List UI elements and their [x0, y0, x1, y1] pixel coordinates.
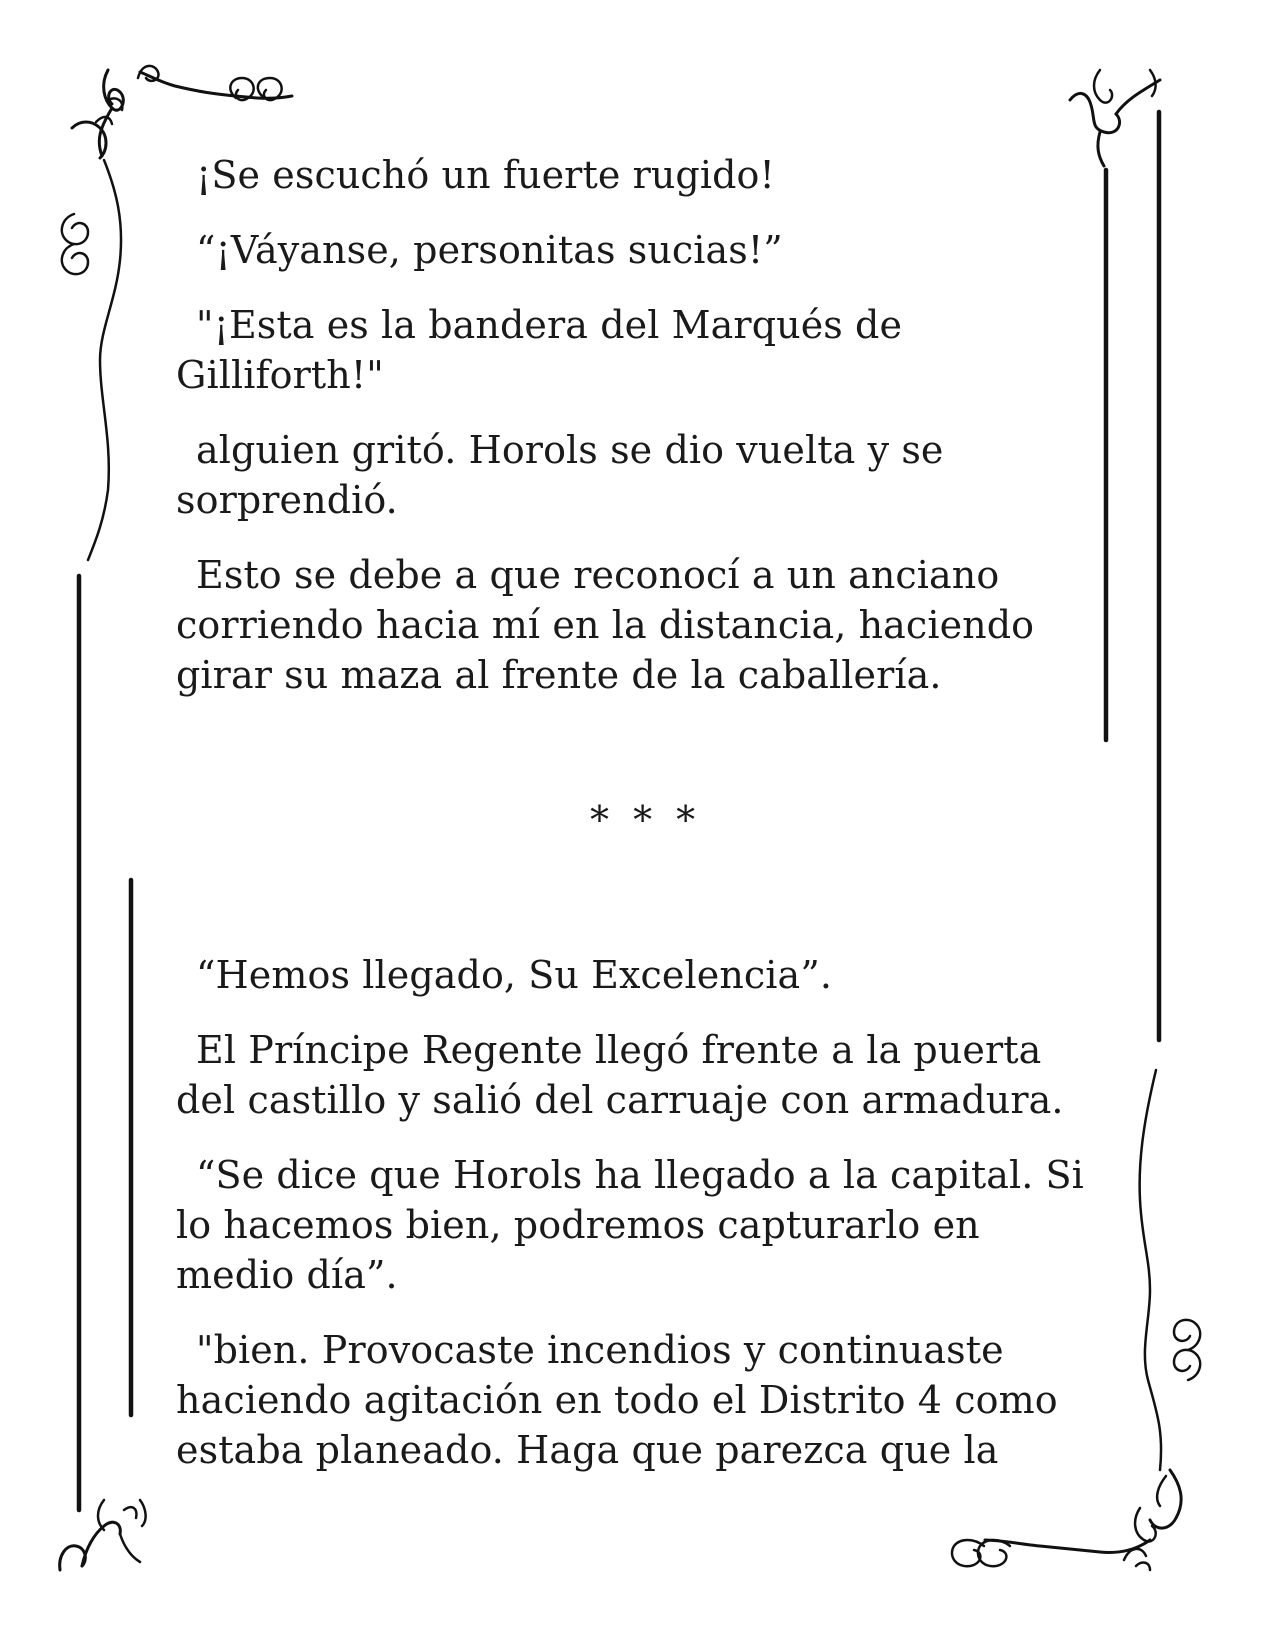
paragraph-old-man-line-2: corriendo hacia mí en la distancia, haciendo [176, 603, 1035, 647]
paragraph-someone-shouted-line-1: alguien gritó. Horols se dio vuelta y se [196, 428, 944, 472]
paragraph-roar: ¡Se escuchó un fuerte rugido! [196, 153, 775, 197]
paragraph-fires-line-2: haciendo agitación en todo el Distrito 4 como [176, 1378, 1058, 1422]
top-right-flourish-icon [1070, 70, 1160, 166]
paragraph-fires-line-1: "bien. Provocaste incendios y continuaste [196, 1328, 1004, 1372]
paragraph-horols-capital-line-2: lo hacemos bien, podremos capturarlo en [176, 1203, 980, 1247]
bottom-right-flourish-icon [952, 1070, 1200, 1570]
bottom-left-flourish-icon [60, 1500, 146, 1570]
paragraph-old-man-line-1: Esto se debe a que reconocí a un anciano [196, 553, 1000, 597]
paragraph-old-man-line-3: girar su maza al frente de la caballería. [176, 653, 942, 697]
paragraph-we-arrived: “Hemos llegado, Su Excelencia”. [196, 953, 833, 997]
paragraph-fires-line-3: estaba planeado. Haga que parezca que la [176, 1428, 999, 1472]
paragraph-flag-line-2: Gilliforth!" [176, 353, 384, 397]
paragraph-someone-shouted-line-2: sorprendió. [176, 478, 398, 522]
paragraph-go-away: “¡Váyanse, personitas sucias!” [196, 228, 783, 272]
paragraph-prince-regent-line-1: El Príncipe Regente llegó frente a la puerta [196, 1028, 1042, 1072]
scene-break: * * * [590, 798, 702, 842]
paragraph-horols-capital-line-3: medio día”. [176, 1253, 398, 1297]
paragraph-flag-line-1: "¡Esta es la bandera del Marqués de [196, 303, 903, 347]
paragraph-prince-regent-line-2: del castillo y salió del carruaje con armadura. [176, 1078, 1064, 1122]
paragraph-horols-capital-line-1: “Se dice que Horols ha llegado a la capital. Si [196, 1153, 1084, 1197]
